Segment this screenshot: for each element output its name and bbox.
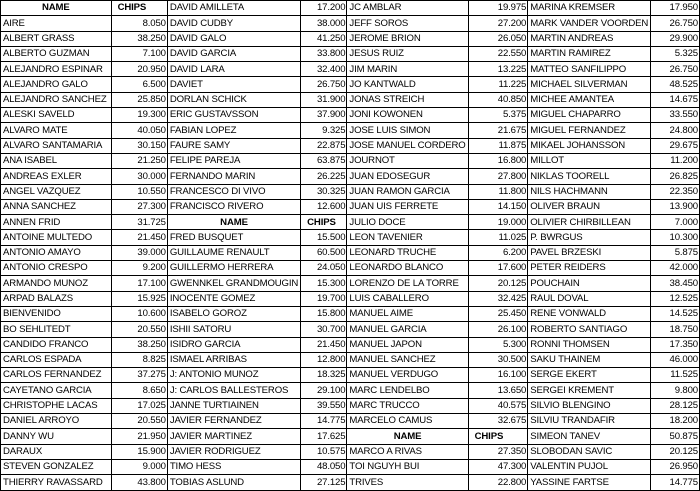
player-name-cell: ANNEN FRID: [1, 215, 112, 230]
player-name-cell: DAVID GALO: [167, 31, 300, 46]
player-name-cell: MILLOT: [528, 153, 651, 168]
table-row: [1, 352, 700, 367]
table-row: [1, 383, 700, 398]
chip-count-cell: 48.525: [651, 77, 700, 92]
player-name-cell: SERGE EKERT: [528, 368, 651, 383]
player-name-cell: RAUL DOVAL: [528, 291, 651, 306]
player-name-cell: ISHII SATORU: [167, 322, 300, 337]
player-name-cell: MARCELO CAMUS: [347, 414, 468, 429]
player-name-cell: ISIDRO GARCIA: [167, 337, 300, 352]
player-name-cell: JONI KOWONEN: [347, 108, 468, 123]
chip-count-cell: 48.050: [301, 459, 347, 474]
chip-count-cell: 9.800: [651, 383, 700, 398]
player-name-cell: LEONARD TRUCHE: [347, 245, 468, 260]
player-name-cell: ALESKI SAVELD: [1, 108, 112, 123]
player-name-cell: FERNANDO MARIN: [167, 169, 300, 184]
chip-count-cell: 20.950: [111, 62, 167, 77]
player-name-cell: BIENVENIDO: [1, 306, 112, 321]
table-row: [1, 169, 700, 184]
chip-count-cell: 37.900: [301, 108, 347, 123]
chip-count-cell: 28.125: [651, 398, 700, 413]
player-name-cell: FELIPE PAREJA: [167, 153, 300, 168]
chip-count-cell: 5.300: [468, 337, 528, 352]
player-name-cell: TOI NGUYH BUI: [347, 459, 468, 474]
chip-count-cell: 37.275: [111, 368, 167, 383]
player-name-cell: JONAS STREICH: [347, 92, 468, 107]
player-name-cell: SLOBODAN SAVIC: [528, 444, 651, 459]
chip-count-cell: 46.000: [651, 352, 700, 367]
chip-count-cell: 16.800: [468, 153, 528, 168]
player-name-cell: JIM MARIN: [347, 62, 468, 77]
player-name-cell: DAVIET: [167, 77, 300, 92]
chip-count-cell: 5.375: [468, 108, 528, 123]
chip-count-cell: 38.250: [111, 337, 167, 352]
chip-count-cell: 60.500: [301, 245, 347, 260]
table-row: [1, 31, 700, 46]
chip-count-cell: 40.850: [468, 92, 528, 107]
chip-count-cell: 19.975: [468, 1, 528, 16]
chip-count-cell: 8.650: [111, 383, 167, 398]
chip-count-cell: 32.425: [468, 291, 528, 306]
chip-count-cell: 50.875: [651, 429, 700, 444]
chip-count-cell: 16.100: [468, 368, 528, 383]
player-name-cell: AIRE: [1, 16, 112, 31]
chip-count-cell: 27.800: [468, 169, 528, 184]
chip-count-cell: 20.125: [468, 276, 528, 291]
player-name-cell: ALEJANDRO GALO: [1, 77, 112, 92]
player-name-cell: ALEJANDRO ESPINAR: [1, 62, 112, 77]
player-name-cell: JC AMBLAR: [347, 1, 468, 16]
player-name-cell: ANTOINE MULTEDO: [1, 230, 112, 245]
chip-count-cell: 15.500: [301, 230, 347, 245]
player-name-cell: JOSE LUIS SIMON: [347, 123, 468, 138]
player-name-cell: TIMO HESS: [167, 459, 300, 474]
chip-count-cell: 19.300: [111, 108, 167, 123]
chip-count-cell: 13.225: [468, 62, 528, 77]
player-name-cell: DANNY WU: [1, 429, 112, 444]
player-name-cell: DAVID AMILLETA: [167, 1, 300, 16]
table-row: [1, 123, 700, 138]
chip-count-cell: 9.200: [111, 261, 167, 276]
chip-count-cell: 21.950: [111, 429, 167, 444]
table-row: [1, 16, 700, 31]
player-name-cell: GUILLERMO HERRERA: [167, 261, 300, 276]
player-name-cell: FAURE SAMY: [167, 138, 300, 153]
chip-count-cell: 15.800: [301, 306, 347, 321]
chip-count-cell: 18.325: [301, 368, 347, 383]
player-name-cell: FABIAN LOPEZ: [167, 123, 300, 138]
table-row: [1, 337, 700, 352]
player-name-cell: MANUEL AIME: [347, 306, 468, 321]
table-row: [1, 215, 700, 230]
player-name-cell: JANNE TURTIAINEN: [167, 398, 300, 413]
chip-count-cell: 30.000: [111, 169, 167, 184]
player-name-cell: LORENZO DE LA TORRE: [347, 276, 468, 291]
table-row: [1, 459, 700, 474]
chip-count-cell: 39.000: [111, 245, 167, 260]
chip-count-cell: 30.325: [301, 184, 347, 199]
chip-count-cell: 29.100: [301, 383, 347, 398]
table-row: [1, 444, 700, 459]
table-row: [1, 46, 700, 61]
chip-count-cell: 18.200: [651, 414, 700, 429]
player-name-cell: ARPAD BALAZS: [1, 291, 112, 306]
chip-count-cell: 32.400: [301, 62, 347, 77]
player-name-cell: TOBIAS ASLUND: [167, 475, 300, 490]
player-name-cell: JEROME BRION: [347, 31, 468, 46]
chip-count-cell: 26.225: [301, 169, 347, 184]
player-name-cell: DORLAN SCHICK: [167, 92, 300, 107]
chip-count-cell: 24.050: [301, 261, 347, 276]
player-name-cell: JULIO DOCE: [347, 215, 468, 230]
player-name-cell: CARLOS ESPADA: [1, 352, 112, 367]
player-name-cell: TRIVES: [347, 475, 468, 490]
player-name-cell: MANUEL VERDUGO: [347, 368, 468, 383]
chip-count-cell: 27.125: [301, 475, 347, 490]
table-row: [1, 77, 700, 92]
chip-count-cell: 21.250: [111, 153, 167, 168]
chip-count-cell: 15.900: [111, 444, 167, 459]
chip-count-cell: 18.750: [651, 322, 700, 337]
column-header-name: NAME: [167, 215, 300, 230]
player-name-cell: MARK VANDER VOORDEN: [528, 16, 651, 31]
chip-count-cell: 38.450: [651, 276, 700, 291]
chip-count-cell: 22.550: [468, 46, 528, 61]
table-row: [1, 199, 700, 214]
chip-count-cell: 42.000: [651, 261, 700, 276]
player-name-cell: FRED BUSQUET: [167, 230, 300, 245]
chip-count-cell: 11.525: [651, 368, 700, 383]
player-name-cell: ANNA SANCHEZ: [1, 199, 112, 214]
player-name-cell: VALENTIN PUJOL: [528, 459, 651, 474]
player-name-cell: JESUS RUIZ: [347, 46, 468, 61]
chip-count-cell: 10.575: [301, 444, 347, 459]
player-name-cell: SERGEI KREMENT: [528, 383, 651, 398]
player-name-cell: DANIEL ARROYO: [1, 414, 112, 429]
player-name-cell: MARTIN RAMIREZ: [528, 46, 651, 61]
chip-count-cell: 15.300: [301, 276, 347, 291]
player-name-cell: JOSE MANUEL CORDERO: [347, 138, 468, 153]
player-name-cell: LEON TAVENIER: [347, 230, 468, 245]
chip-count-cell: 43.800: [111, 475, 167, 490]
chip-count-cell: 26.750: [651, 16, 700, 31]
table-row: [1, 291, 700, 306]
player-name-cell: ANGEL VAZQUEZ: [1, 184, 112, 199]
chip-count-cell: 27.300: [111, 199, 167, 214]
player-name-cell: JO KANTWALD: [347, 77, 468, 92]
chip-count-cell: 11.200: [651, 153, 700, 168]
table-row: [1, 108, 700, 123]
chip-count-cell: 14.675: [651, 92, 700, 107]
chip-count-cell: 39.550: [301, 398, 347, 413]
player-name-cell: JOURNOT: [347, 153, 468, 168]
player-name-cell: BO SEHLITEDT: [1, 322, 112, 337]
chip-count-cell: 25.450: [468, 306, 528, 321]
chip-count-cell: 63.875: [301, 153, 347, 168]
player-name-cell: GWENNKEL GRANDMOUGIN: [167, 276, 300, 291]
player-name-cell: ANTONIO AMAYO: [1, 245, 112, 260]
chip-count-cell: 20.550: [111, 322, 167, 337]
player-name-cell: JAVIER RODRIGUEZ: [167, 444, 300, 459]
table-row: [1, 322, 700, 337]
table-row: [1, 475, 700, 490]
player-name-cell: MANUEL SANCHEZ: [347, 352, 468, 367]
chip-count-cell: 8.825: [111, 352, 167, 367]
chip-count-cell: 32.675: [468, 414, 528, 429]
column-header-chips: CHIPS: [468, 429, 528, 444]
player-name-cell: STEVEN GONZALEZ: [1, 459, 112, 474]
player-name-cell: FRANCISCO RIVERO: [167, 199, 300, 214]
table-row: [1, 92, 700, 107]
chip-count-cell: 6.500: [111, 77, 167, 92]
player-name-cell: SAKU THAINEM: [528, 352, 651, 367]
table-row: [1, 184, 700, 199]
table-row: [1, 368, 700, 383]
player-name-cell: JAVIER FERNANDEZ: [167, 414, 300, 429]
table-row: [1, 1, 700, 16]
player-name-cell: DARAUX: [1, 444, 112, 459]
chip-count-cell: 11.800: [468, 184, 528, 199]
table-row: [1, 153, 700, 168]
player-name-cell: ROBERTO SANTIAGO: [528, 322, 651, 337]
chip-count-cell: 33.800: [301, 46, 347, 61]
player-name-cell: GUILLAUME RENAULT: [167, 245, 300, 260]
table-row: [1, 429, 700, 444]
chip-count-cell: 30.700: [301, 322, 347, 337]
chip-count-cell: 27.350: [468, 444, 528, 459]
player-name-cell: OLIVER BRAUN: [528, 199, 651, 214]
player-name-cell: LUIS CABALLERO: [347, 291, 468, 306]
player-name-cell: JUAN UIS FERRETE: [347, 199, 468, 214]
player-name-cell: CHRISTOPHE LACAS: [1, 398, 112, 413]
player-name-cell: ALVARO MATE: [1, 123, 112, 138]
player-name-cell: JUAN EDOSEGUR: [347, 169, 468, 184]
player-name-cell: DAVID LARA: [167, 62, 300, 77]
chip-count-cell: 5.875: [651, 245, 700, 260]
chip-count-cell: 14.525: [651, 306, 700, 321]
player-name-cell: ISMAEL ARRIBAS: [167, 352, 300, 367]
player-name-cell: DAVID CUDBY: [167, 16, 300, 31]
chip-count-cell: 17.100: [111, 276, 167, 291]
column-header-name: NAME: [347, 429, 468, 444]
chip-count-cell: 26.050: [468, 31, 528, 46]
chip-count-cell: 25.850: [111, 92, 167, 107]
chip-count-cell: 5.325: [651, 46, 700, 61]
player-name-cell: CAYETANO GARCIA: [1, 383, 112, 398]
player-name-cell: MICHAEL SILVERMAN: [528, 77, 651, 92]
chip-count-cell: 40.575: [468, 398, 528, 413]
player-name-cell: NILS HACHMANN: [528, 184, 651, 199]
chip-count-cell: 11.875: [468, 138, 528, 153]
player-name-cell: JUAN RAMON GARCIA: [347, 184, 468, 199]
table-row: [1, 138, 700, 153]
chip-count-cell: 9.325: [301, 123, 347, 138]
chip-count-cell: 29.675: [651, 138, 700, 153]
player-name-cell: ANDREAS EXLER: [1, 169, 112, 184]
chip-count-cell: 31.900: [301, 92, 347, 107]
player-name-cell: MARINA KREMSER: [528, 1, 651, 16]
player-name-cell: SIMEON TANEV: [528, 429, 651, 444]
chip-count-cell: 24.800: [651, 123, 700, 138]
chip-count-cell: 22.875: [301, 138, 347, 153]
chip-count-cell: 41.250: [301, 31, 347, 46]
player-name-cell: JAVIER MARTINEZ: [167, 429, 300, 444]
player-name-cell: SILVIU TRANDAFIR: [528, 414, 651, 429]
chip-count-cell: 7.000: [651, 215, 700, 230]
player-name-cell: P. BWRGUS: [528, 230, 651, 245]
player-name-cell: OLIVIER CHIRBILLEAN: [528, 215, 651, 230]
column-header-chips: CHIPS: [301, 215, 347, 230]
player-name-cell: MANUEL JAPON: [347, 337, 468, 352]
chip-count-cell: 40.050: [111, 123, 167, 138]
table-row: [1, 306, 700, 321]
chip-count-cell: 11.225: [468, 77, 528, 92]
chip-count-cell: 19.000: [468, 215, 528, 230]
table-row: [1, 230, 700, 245]
player-name-cell: CARLOS FERNANDEZ: [1, 368, 112, 383]
chip-count-cell: 12.600: [301, 199, 347, 214]
chip-count-cell: 26.750: [651, 62, 700, 77]
player-name-cell: CANDIDO FRANCO: [1, 337, 112, 352]
chip-count-cell: 13.900: [651, 199, 700, 214]
player-name-cell: SILVIO BLENGINO: [528, 398, 651, 413]
chip-count-cell: 33.550: [651, 108, 700, 123]
player-name-cell: LEONARDO BLANCO: [347, 261, 468, 276]
column-header-name: NAME: [1, 1, 112, 16]
table-row: [1, 276, 700, 291]
chip-count-cell: 14.150: [468, 199, 528, 214]
chip-count-cell: 17.025: [111, 398, 167, 413]
chip-count-cell: 21.675: [468, 123, 528, 138]
player-name-cell: PETER REIDERS: [528, 261, 651, 276]
chip-count-cell: 14.775: [301, 414, 347, 429]
chip-count-cell: 10.300: [651, 230, 700, 245]
chip-count-cell: 22.800: [468, 475, 528, 490]
chip-count-cell: 21.450: [301, 337, 347, 352]
table-row: [1, 414, 700, 429]
chip-count-cell: 26.825: [651, 169, 700, 184]
table-row: [1, 62, 700, 77]
chip-count-cell: 38.000: [301, 16, 347, 31]
table-row: [1, 398, 700, 413]
chip-count-cell: 14.775: [651, 475, 700, 490]
chip-count-cell: 19.700: [301, 291, 347, 306]
chip-count-cell: 30.150: [111, 138, 167, 153]
chip-count-cell: 17.625: [301, 429, 347, 444]
player-name-cell: MARC LENDELBO: [347, 383, 468, 398]
table-row: [1, 245, 700, 260]
player-name-cell: ERIC GUSTAVSSON: [167, 108, 300, 123]
player-name-cell: ARMANDO MUNOZ: [1, 276, 112, 291]
chip-count-cell: 11.025: [468, 230, 528, 245]
chip-count-cell: 10.600: [111, 306, 167, 321]
player-name-cell: NIKLAS TOORELL: [528, 169, 651, 184]
player-name-cell: MARC TRUCCO: [347, 398, 468, 413]
player-name-cell: MIGUEL FERNANDEZ: [528, 123, 651, 138]
player-name-cell: ANA ISABEL: [1, 153, 112, 168]
player-name-cell: PAVEL BRZESKI: [528, 245, 651, 260]
chip-count-cell: 47.300: [468, 459, 528, 474]
chip-count-cell: 17.950: [651, 1, 700, 16]
chip-count-cell: 30.500: [468, 352, 528, 367]
chip-count-cell: 27.200: [468, 16, 528, 31]
player-name-cell: MANUEL GARCIA: [347, 322, 468, 337]
chip-count-cell: 26.100: [468, 322, 528, 337]
player-name-cell: MATTEO SANFILIPPO: [528, 62, 651, 77]
chip-count-cell: 6.200: [468, 245, 528, 260]
table-row: [1, 261, 700, 276]
chip-count-cell: 38.250: [111, 31, 167, 46]
chip-count-cell: 21.450: [111, 230, 167, 245]
player-name-cell: ISABELO GOROZ: [167, 306, 300, 321]
player-name-cell: ANTONIO CRESPO: [1, 261, 112, 276]
player-name-cell: DAVID GARCIA: [167, 46, 300, 61]
chip-count-cell: 15.925: [111, 291, 167, 306]
player-name-cell: J: CARLOS BALLESTEROS: [167, 383, 300, 398]
player-name-cell: ALVARO SANTAMARIA: [1, 138, 112, 153]
player-name-cell: ALBERTO GUZMAN: [1, 46, 112, 61]
chip-count-cell: 26.750: [301, 77, 347, 92]
player-name-cell: THIERRY RAVASSARD: [1, 475, 112, 490]
player-name-cell: FRANCESCO DI VIVO: [167, 184, 300, 199]
chip-count-cell: 12.525: [651, 291, 700, 306]
chip-count-cell: 9.000: [111, 459, 167, 474]
chip-count-cell: 26.950: [651, 459, 700, 474]
chip-count-cell: 12.800: [301, 352, 347, 367]
player-name-cell: ALEJANDRO SANCHEZ: [1, 92, 112, 107]
chip-count-cell: 20.125: [651, 444, 700, 459]
player-name-cell: MICHEE AMANTEA: [528, 92, 651, 107]
player-name-cell: JEFF SOROS: [347, 16, 468, 31]
player-name-cell: INOCENTE GOMEZ: [167, 291, 300, 306]
chip-count-cell: 10.550: [111, 184, 167, 199]
column-header-chips: CHIPS: [111, 1, 167, 16]
player-name-cell: MIKAEL JOHANSSON: [528, 138, 651, 153]
chip-count-cell: 31.725: [111, 215, 167, 230]
chip-count-cell: 20.550: [111, 414, 167, 429]
player-name-cell: RENE VONWALD: [528, 306, 651, 321]
player-name-cell: RONNI THOMSEN: [528, 337, 651, 352]
player-name-cell: MARTIN ANDREAS: [528, 31, 651, 46]
chip-count-cell: 29.900: [651, 31, 700, 46]
player-name-cell: POUCHAIN: [528, 276, 651, 291]
player-name-cell: YASSINE FARTSE: [528, 475, 651, 490]
player-name-cell: MARCO A RIVAS: [347, 444, 468, 459]
chip-count-cell: 22.350: [651, 184, 700, 199]
player-name-cell: MIGUEL CHAPARRO: [528, 108, 651, 123]
player-name-cell: J: ANTONIO MUNOZ: [167, 368, 300, 383]
chip-count-cell: 17.600: [468, 261, 528, 276]
chip-count-cell: 17.350: [651, 337, 700, 352]
chip-count-cell: 13.650: [468, 383, 528, 398]
player-name-cell: ALBERT GRASS: [1, 31, 112, 46]
chip-count-cell: 17.200: [301, 1, 347, 16]
chip-count-cell: 8.050: [111, 16, 167, 31]
chip-count-cell: 7.100: [111, 46, 167, 61]
